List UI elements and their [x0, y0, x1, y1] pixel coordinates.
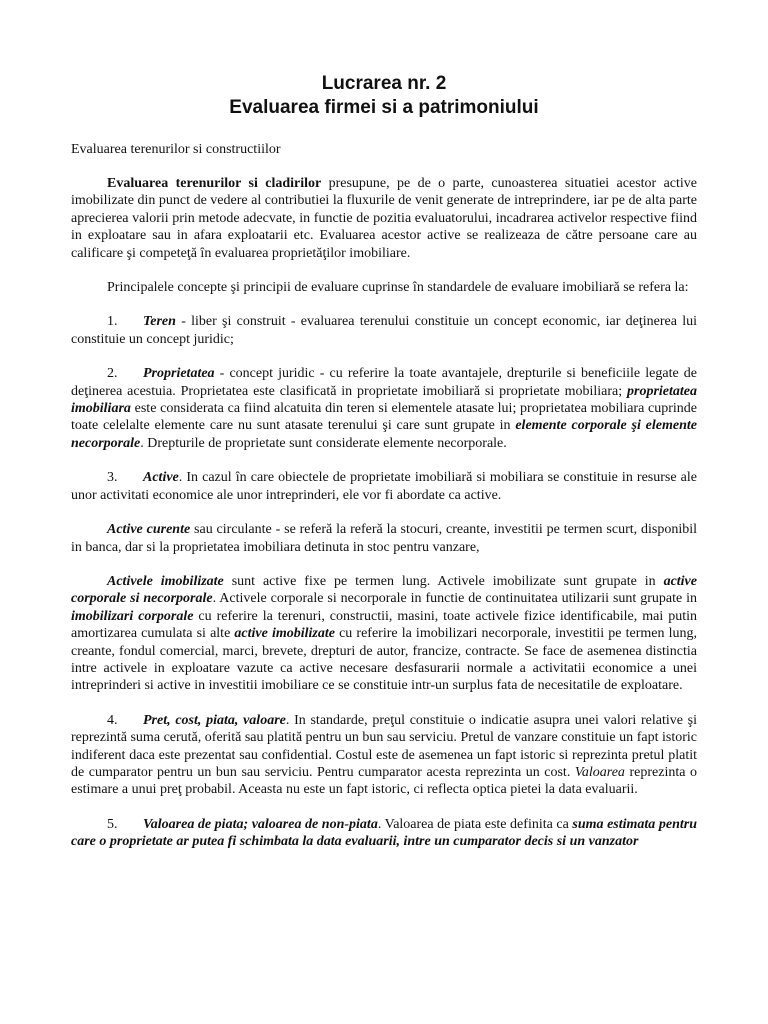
item-term: Valoarea — [574, 764, 625, 780]
paragraph-text: presupune, pe de o parte, cunoasterea situatiei acestor active imobilizate din punct de vedere al contributiei la fluxurile de venit generate de intreprindere, iar pe de alta parte aprecierea valorii prin metode adecvate, in functie de pozitia evaluatorului, incadrarea activelor respective fiind in exploatare sau in afara exploatarii etc. Evaluarea acestor active se realizeaza de către persoane care au calificare şi competeţă în evaluarea proprietăţilor imobiliare. — [71, 176, 697, 261]
list-item-pret — [71, 712, 697, 799]
paragraph-principii: Principalele concepte şi principii de evaluare cuprinse în standardele de evaluare imobiliară se refera la: — [107, 280, 689, 296]
list-item-valoarea-de-piata — [71, 816, 697, 851]
item-text: reprezinta o estimare a unui preţ probabil. Aceasta nu este un fapt istoric, ci reflecta optica pietei la data evaluarii. — [71, 764, 697, 798]
item-term: active corporale si necorporale — [71, 573, 697, 607]
list-item-teren — [71, 313, 697, 348]
document-title — [71, 72, 697, 120]
item-text: cu referire la imobilizari necorporale, investitii pe termen lung, creante, fondul comercial, marci, brevete, drepturi de autor, francize, contracte. Se face de asemenea distinctia intre activele in exploatare vazute ca active necesare desfasurarii normale a activitatii economice a unei intreprinderi si active in investitii imobiliare ce se constituie intr-un surplus fata de necesitatile de exploatare. — [71, 626, 698, 694]
item-text: . Drepturile de proprietate sunt considerate elemente necorporale. — [140, 435, 507, 451]
item-text: - concept juridic - cu referire la toate avantajele, drepturile si beneficiile legate de deţinerea acestuia. Proprietatea este clasificată in proprietate imobiliară si proprietate mobiliara; — [71, 366, 697, 399]
item-text: este considerata ca fiind alcatuita din teren si elementele atasate lui; proprietatea mobiliara cuprinde toate celelalte elemente care nu sunt atasate terenului şi care sunt grupate in — [71, 401, 697, 434]
paragraph-active-imobilizate — [71, 573, 697, 695]
item-term: proprietatea imobiliara — [71, 383, 697, 417]
item-term: Activele imobilizate — [107, 573, 224, 589]
item-number: 3. — [107, 470, 118, 486]
item-text: cu referire la terenuri, constructii, masini, toate activele fizice identificabile, mai putin amortizarea cumulata si alte — [71, 608, 697, 642]
section-heading: Evaluarea terenurilor si constructiilor — [71, 142, 281, 157]
item-number: 4. — [107, 712, 118, 728]
item-text: - liber şi construit - evaluarea terenului constituie un concept economic, iar deţinerea lui constituie un concept juridic; — [71, 314, 697, 347]
item-term: Teren — [143, 314, 176, 330]
paragraph-terenuri — [71, 175, 697, 262]
title-line-2: Evaluarea firmei si a patrimoniului — [229, 97, 539, 118]
item-text: . Valoarea de piata este definita ca — [377, 816, 573, 832]
item-number: 2. — [107, 366, 118, 382]
item-term: active imobilizate — [234, 626, 335, 642]
item-term: suma estimata pentru care o proprietate ar putea fi schimbata la data evaluarii, intre un cumparator decis si un vanzator — [71, 816, 697, 850]
item-term: Active — [143, 470, 179, 486]
item-number: 1. — [107, 314, 118, 330]
list-item-active — [71, 469, 697, 504]
item-term: Active curente — [107, 522, 191, 538]
item-text: sunt active fixe pe termen lung. Activele imobilizate sunt grupate in — [223, 573, 664, 589]
item-text: . In cazul în care obiectele de proprietate imobiliară si mobiliara se constituie in resurse ale unor activitati economice ale unor intreprinderi, ele vor fi abordate ca active. — [71, 470, 697, 503]
item-term: Proprietatea — [143, 366, 215, 382]
item-term: elemente corporale şi elemente necorporale — [71, 418, 697, 451]
item-text: sau circulante - se referă la referă la stocuri, creante, investitii pe termen scurt, disponibil in banca, dar si la proprietatea imobiliara detinuta in stoc pentru vanzare, — [71, 522, 697, 555]
paragraph-lead: Evaluarea terenurilor si cladirilor — [107, 176, 322, 191]
item-term: imobilizari corporale — [71, 608, 194, 624]
item-term: Valoarea de piata; valoarea de non-piata — [143, 816, 378, 832]
list-item-proprietatea — [71, 365, 697, 452]
paragraph-active-curente — [71, 521, 697, 556]
item-number: 5. — [107, 816, 118, 832]
item-text: . In standarde, preţul constituie o indicatie asupra unei valori relative şi reprezintă suma cerută, oferită sau platită pentru un bun sau serviciu. Pretul de vanzare constituie un fapt istoric indiferent daca este prezentat sau confidential. Costul este de asemenea un fapt istoric si reprezinta pretul platit de cumparator pentru un bun sau serviciu. Pentru cumparator acesta reprezinta un cost. — [71, 712, 698, 780]
title-line-1: Lucrarea nr. 2 — [321, 73, 447, 94]
item-term: Pret, cost, piata, valoare — [143, 712, 286, 728]
item-text: . Activele corporale si necorporale in functie de continuitatea utilizarii sunt grupate in — [212, 591, 697, 607]
